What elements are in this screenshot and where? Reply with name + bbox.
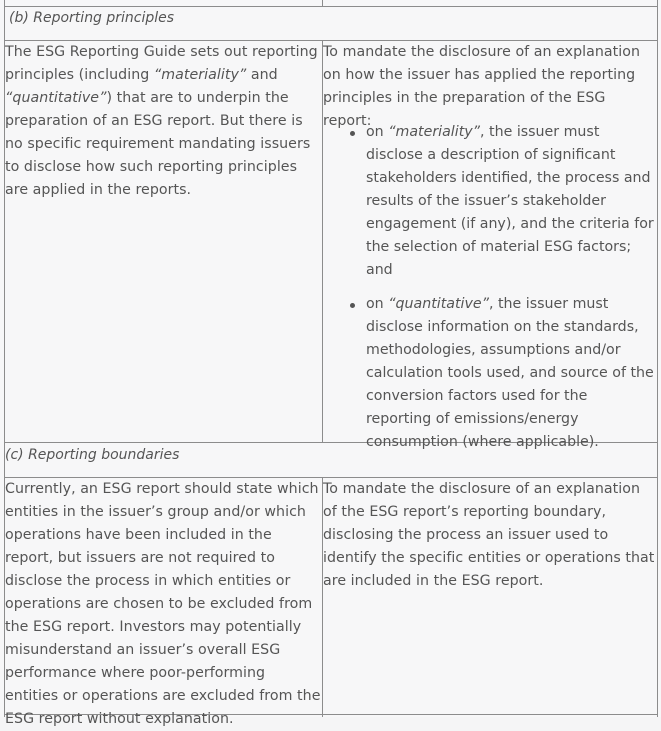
term-materiality: “materiality” (388, 124, 481, 140)
text-run: on (366, 124, 389, 140)
table-rule (322, 0, 323, 6)
text-run: and (246, 67, 278, 83)
text-run: on (366, 296, 389, 312)
term-quantitative: “quantitative” (5, 90, 107, 106)
proposal-boundaries: To mandate the disclosure of an explanation of the ESG report’s reporting boundary, disclosing the process an issuer used to identify the specific entities or operations that are included in the ESG report. (323, 481, 655, 589)
term-materiality: “materiality” (153, 67, 247, 83)
list-item (348, 121, 656, 282)
section-heading-reporting-boundaries: (c) Reporting boundaries (5, 447, 180, 463)
current-practice-boundaries: Currently, an ESG report should state which entities in the issuer’s group and/or which operations have been included in the report, but issuers are not required to disclose the process in which entities or operations are chosen to be excluded from the ESG report. Investors may potentially misunderstand an issuer’s overall ESG performance where poor-performing entities or operations are excluded from the ESG report without explanation. (5, 481, 321, 727)
proposal-principles-intro: To mandate the disclosure of an explanation on how the issuer has applied the reporting principles in the preparation of the ESG report: (323, 44, 641, 129)
text-run: The ESG Reporting Guide sets out reporting principles (including (5, 44, 318, 83)
text-run: ) that are to underpin the preparation of an ESG report. But there is no specific requirement mandating issuers to disclose how such reporting principles are applied in the reports. (5, 90, 311, 198)
text-run: , the issuer must disclose a description of significant stakeholders identified, the process and results of the issuer’s stakeholder engagement (if any), and the criteria for the selection of material ESG factors; and (366, 124, 654, 278)
table-rule (657, 0, 658, 717)
list-item (348, 293, 656, 454)
current-practice-principles (5, 41, 319, 202)
term-quantitative: “quantitative” (388, 296, 489, 312)
section-heading-reporting-principles: (b) Reporting principles (9, 10, 175, 26)
proposal-principles-list (348, 121, 656, 465)
text-run: , the issuer must disclose information on the standards, methodologies, assumptions and/or calculation tools used, and source of the conversion factors used for the reporting of emissions/energy consumption (where applicable). (366, 296, 654, 450)
table-rule (4, 6, 658, 7)
